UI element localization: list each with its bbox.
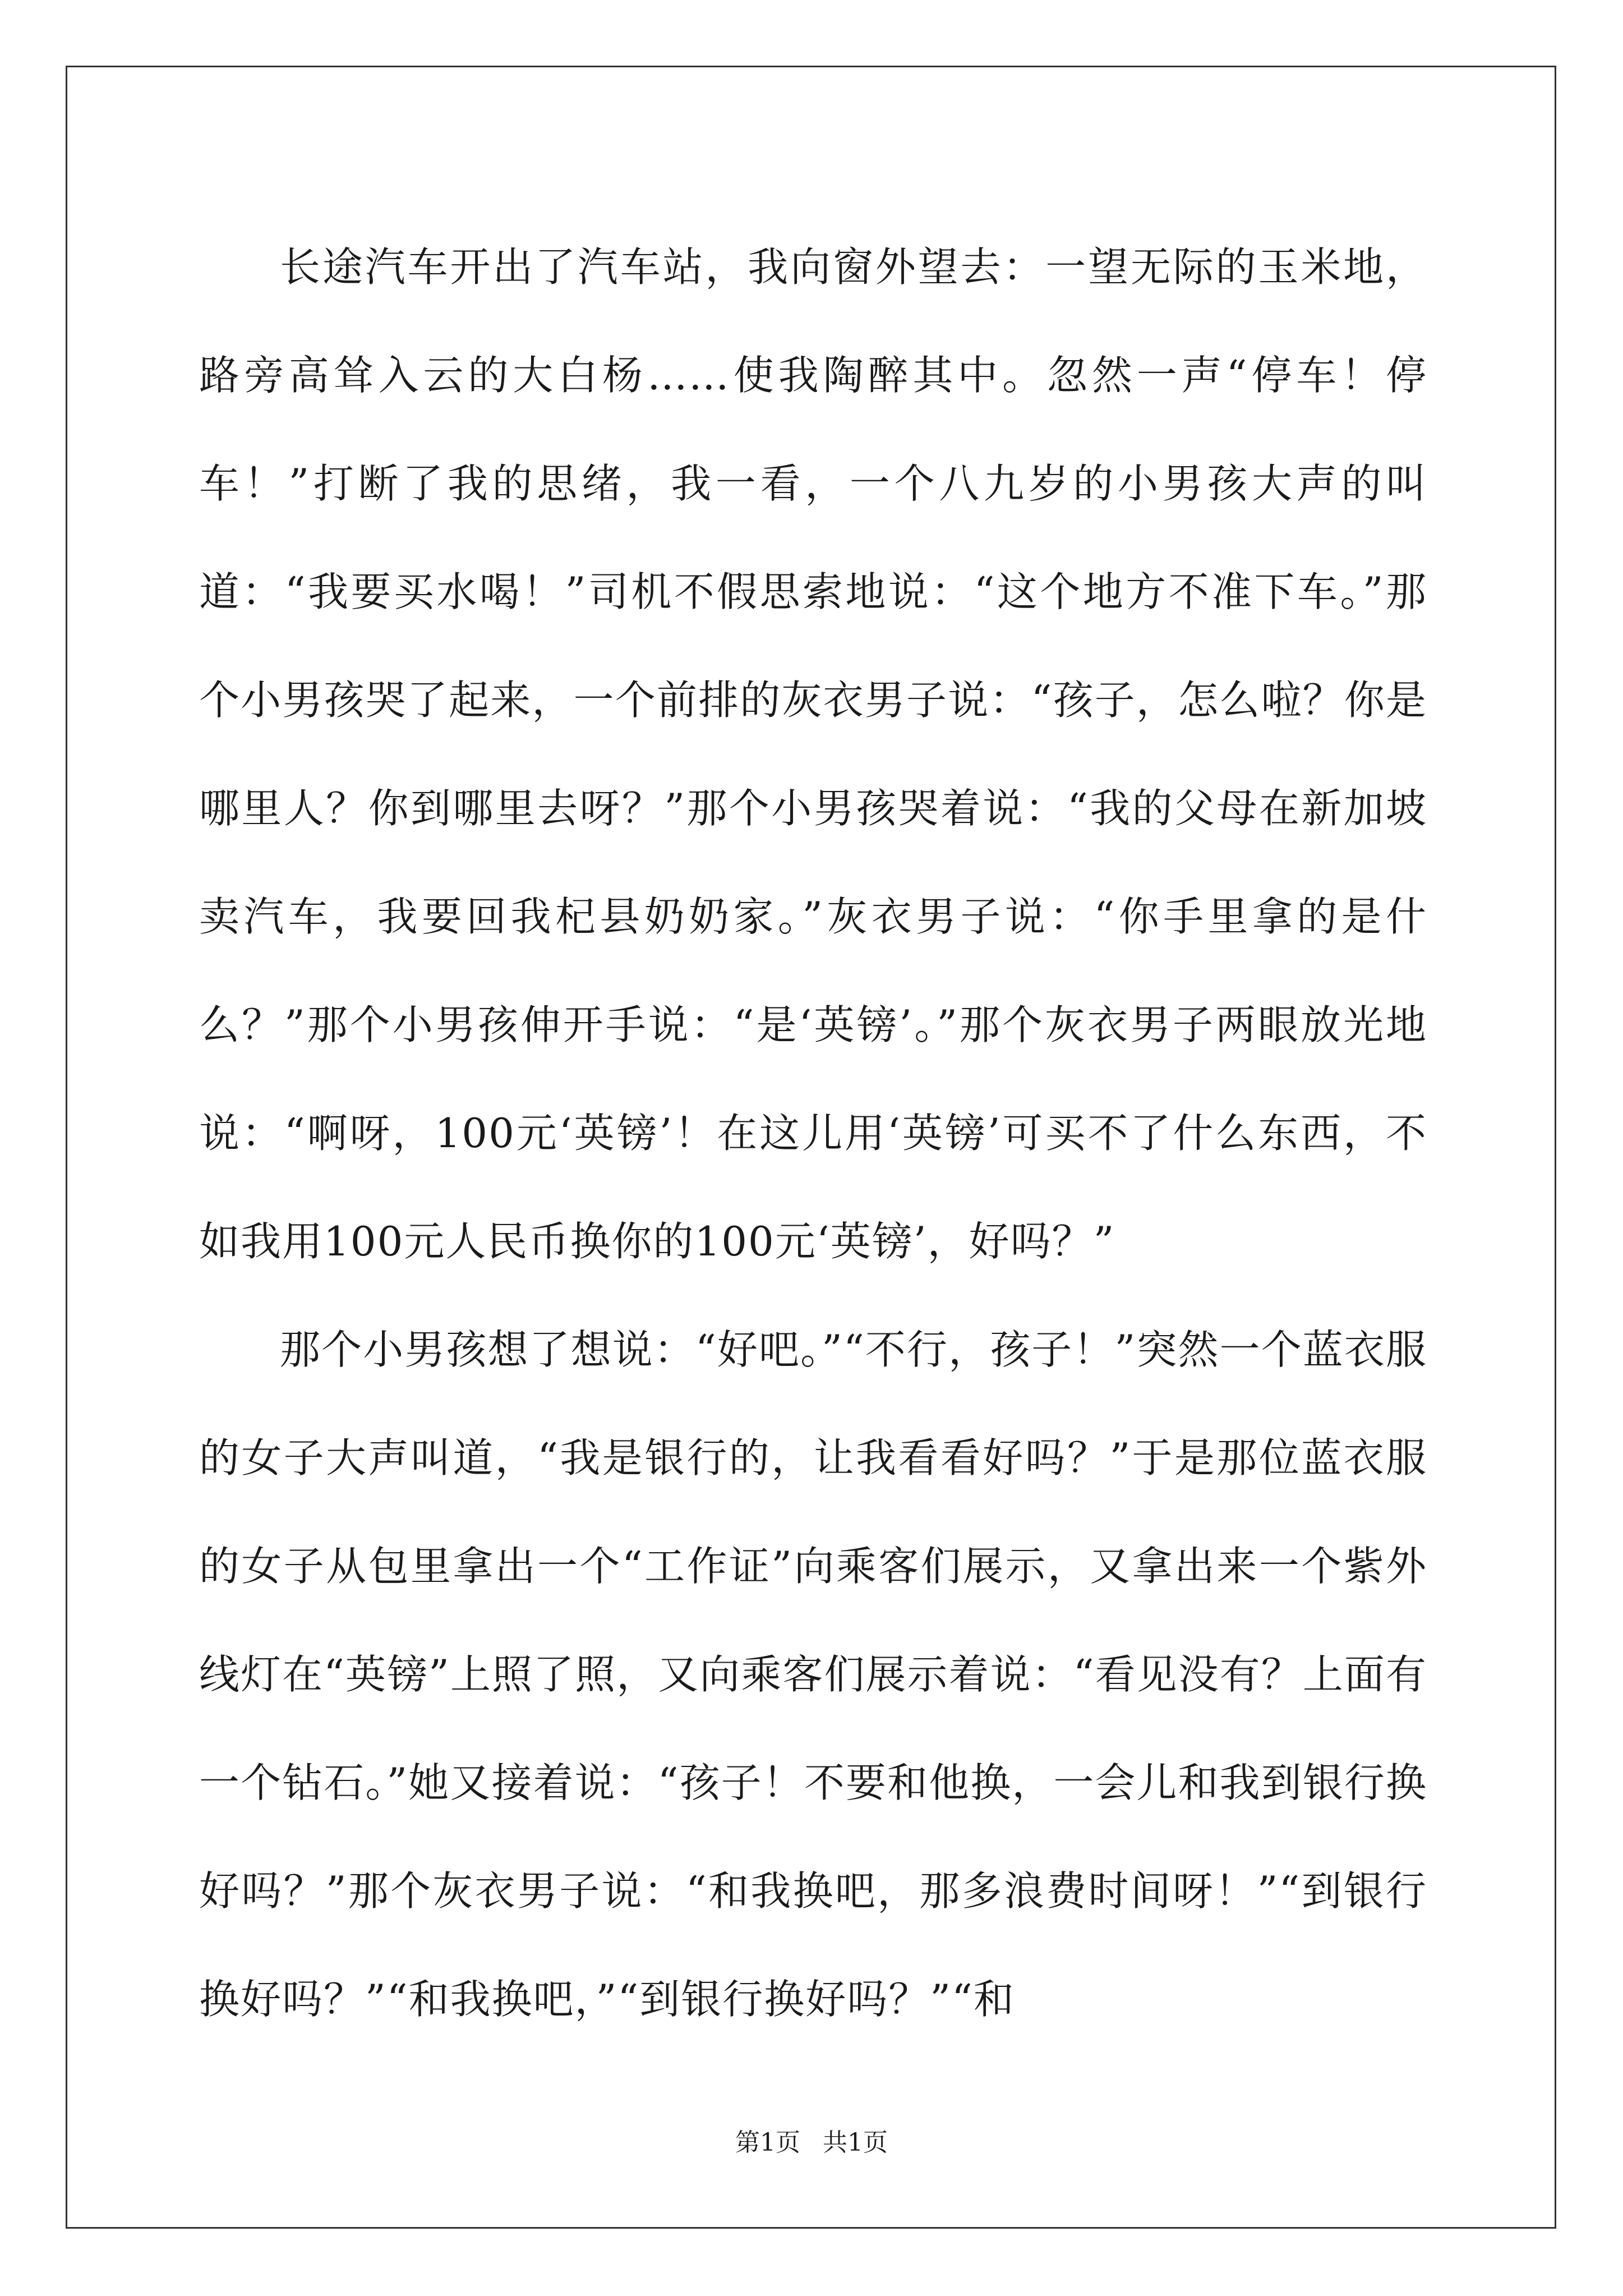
paragraph-1: 长途汽车开出了汽车站，我向窗外望去：一望无际的玉米地，路旁高耸入云的大白杨……使我陶醉其中。忽然一声“停车！停车！”打断了我的思绪，我一看，一个八九岁的小男孩大声的叫道：“我要买水喝！”司机不假思索地说：“这个地方不准下车。”那个小男孩哭了起来，一个前排的灰衣男子说：“孩子，怎么啦？你是哪里人？你到哪里去呀？”那个小男孩哭着说：“我的父母在新加坡卖汽车，我要回我杞县奶奶家。”灰衣男子说：“你手里拿的是什么？”那个小男孩伸开手说：“是‘英镑’。”那个灰衣男子两眼放光地说：“啊呀，100元‘英镑’！在这儿用‘英镑’可买不了什么东西，不如我用100元人民币换你的100元‘英镑’，好吗？” bbox=[199, 243, 1427, 1265]
paragraph-2: 那个小男孩想了想说：“好吧。”“不行，孩子！”突然一个蓝衣服的女子大声叫道，“我是银行的，让我看看好吗？”于是那位蓝衣服的女子从包里拿出一个“工作证”向乘客们展示，又拿出来一个紫外线灯在“英镑”上照了照，又向乘客们展示着说：“看见没有？上面有一个钻石。”她又接着说：“孩子！不要和他换，一会儿和我到银行换好吗？”那个灰衣男子说：“和我换吧，那多浪费时间呀！”“到银行换好吗？”“和我换吧，”“到银行换好吗？”“和 bbox=[199, 1326, 1427, 2023]
page-total: 共1页 bbox=[823, 2128, 888, 2157]
page-number: 第1页 bbox=[735, 2128, 800, 2157]
page-footer bbox=[0, 2126, 1623, 2160]
document-body bbox=[199, 213, 1427, 2054]
